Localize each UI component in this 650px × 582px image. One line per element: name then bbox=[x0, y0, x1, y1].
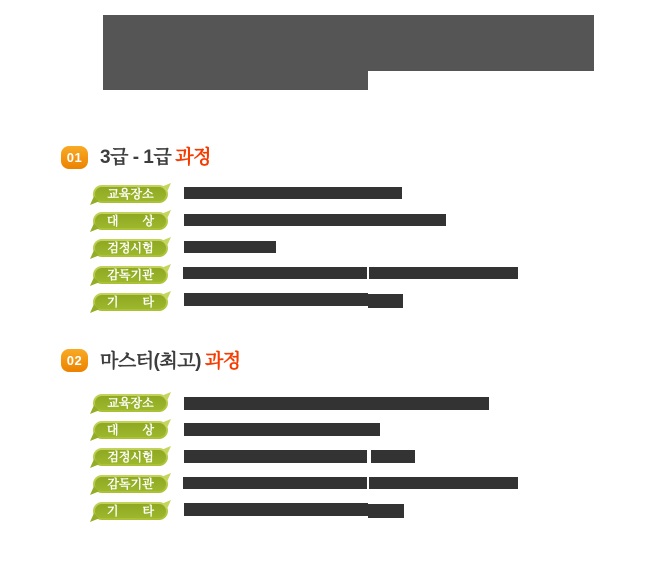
redacted-text-bar bbox=[184, 293, 368, 306]
section-1-number: 01 bbox=[66, 150, 83, 165]
redacted-text-bar bbox=[184, 423, 380, 436]
redacted-text-bar bbox=[184, 187, 402, 199]
header-subtitle-redacted-block bbox=[103, 71, 368, 90]
label-target: 대 상 bbox=[95, 423, 166, 437]
label-pill-certification-exam bbox=[93, 239, 168, 257]
label-education-place: 교육장소 bbox=[95, 187, 166, 201]
label-certification-exam: 검정시험 bbox=[95, 450, 166, 464]
label-etc: 기 타 bbox=[95, 295, 166, 309]
label-pill-education-place bbox=[93, 394, 168, 412]
section-2-title bbox=[100, 351, 241, 372]
label-supervising-agency: 감독기관 bbox=[95, 477, 166, 491]
redacted-text-bar bbox=[184, 214, 446, 226]
redacted-text-bar bbox=[368, 504, 404, 518]
redacted-text-bar bbox=[184, 241, 276, 253]
redacted-text-bar bbox=[369, 267, 518, 279]
label-supervising-agency: 감독기관 bbox=[95, 268, 166, 282]
redacted-text-bar bbox=[371, 450, 415, 463]
label-pill-certification-exam bbox=[93, 448, 168, 466]
header-title-redacted-block bbox=[103, 15, 594, 71]
redacted-text-bar bbox=[184, 397, 489, 410]
section-2-title-accent: 과정 bbox=[204, 351, 241, 372]
label-pill-target bbox=[93, 212, 168, 230]
label-pill-etc bbox=[93, 502, 168, 520]
redacted-text-bar bbox=[183, 477, 367, 489]
redacted-text-bar bbox=[368, 294, 403, 308]
section-2-number: 02 bbox=[66, 353, 83, 368]
label-certification-exam: 검정시험 bbox=[95, 241, 166, 255]
label-pill-education-place bbox=[93, 185, 168, 203]
label-pill-target bbox=[93, 421, 168, 439]
label-pill-etc bbox=[93, 293, 168, 311]
section-1-title-accent: 과정 bbox=[175, 147, 211, 168]
section-1-title-text: 3급 - 1급 bbox=[100, 147, 172, 168]
redacted-text-bar bbox=[184, 503, 368, 516]
section-2-title-text: 마스터(최고) bbox=[100, 351, 201, 372]
label-pill-supervising-agency bbox=[93, 266, 168, 284]
section-2-number-badge bbox=[61, 349, 88, 372]
section-1-title bbox=[100, 147, 211, 168]
label-target: 대 상 bbox=[95, 214, 166, 228]
redacted-text-bar bbox=[369, 477, 518, 489]
redacted-text-bar bbox=[183, 267, 367, 279]
redacted-text-bar bbox=[184, 450, 367, 463]
label-etc: 기 타 bbox=[95, 504, 166, 518]
section-1-number-badge bbox=[61, 146, 88, 169]
label-education-place: 교육장소 bbox=[95, 396, 166, 410]
label-pill-supervising-agency bbox=[93, 475, 168, 493]
